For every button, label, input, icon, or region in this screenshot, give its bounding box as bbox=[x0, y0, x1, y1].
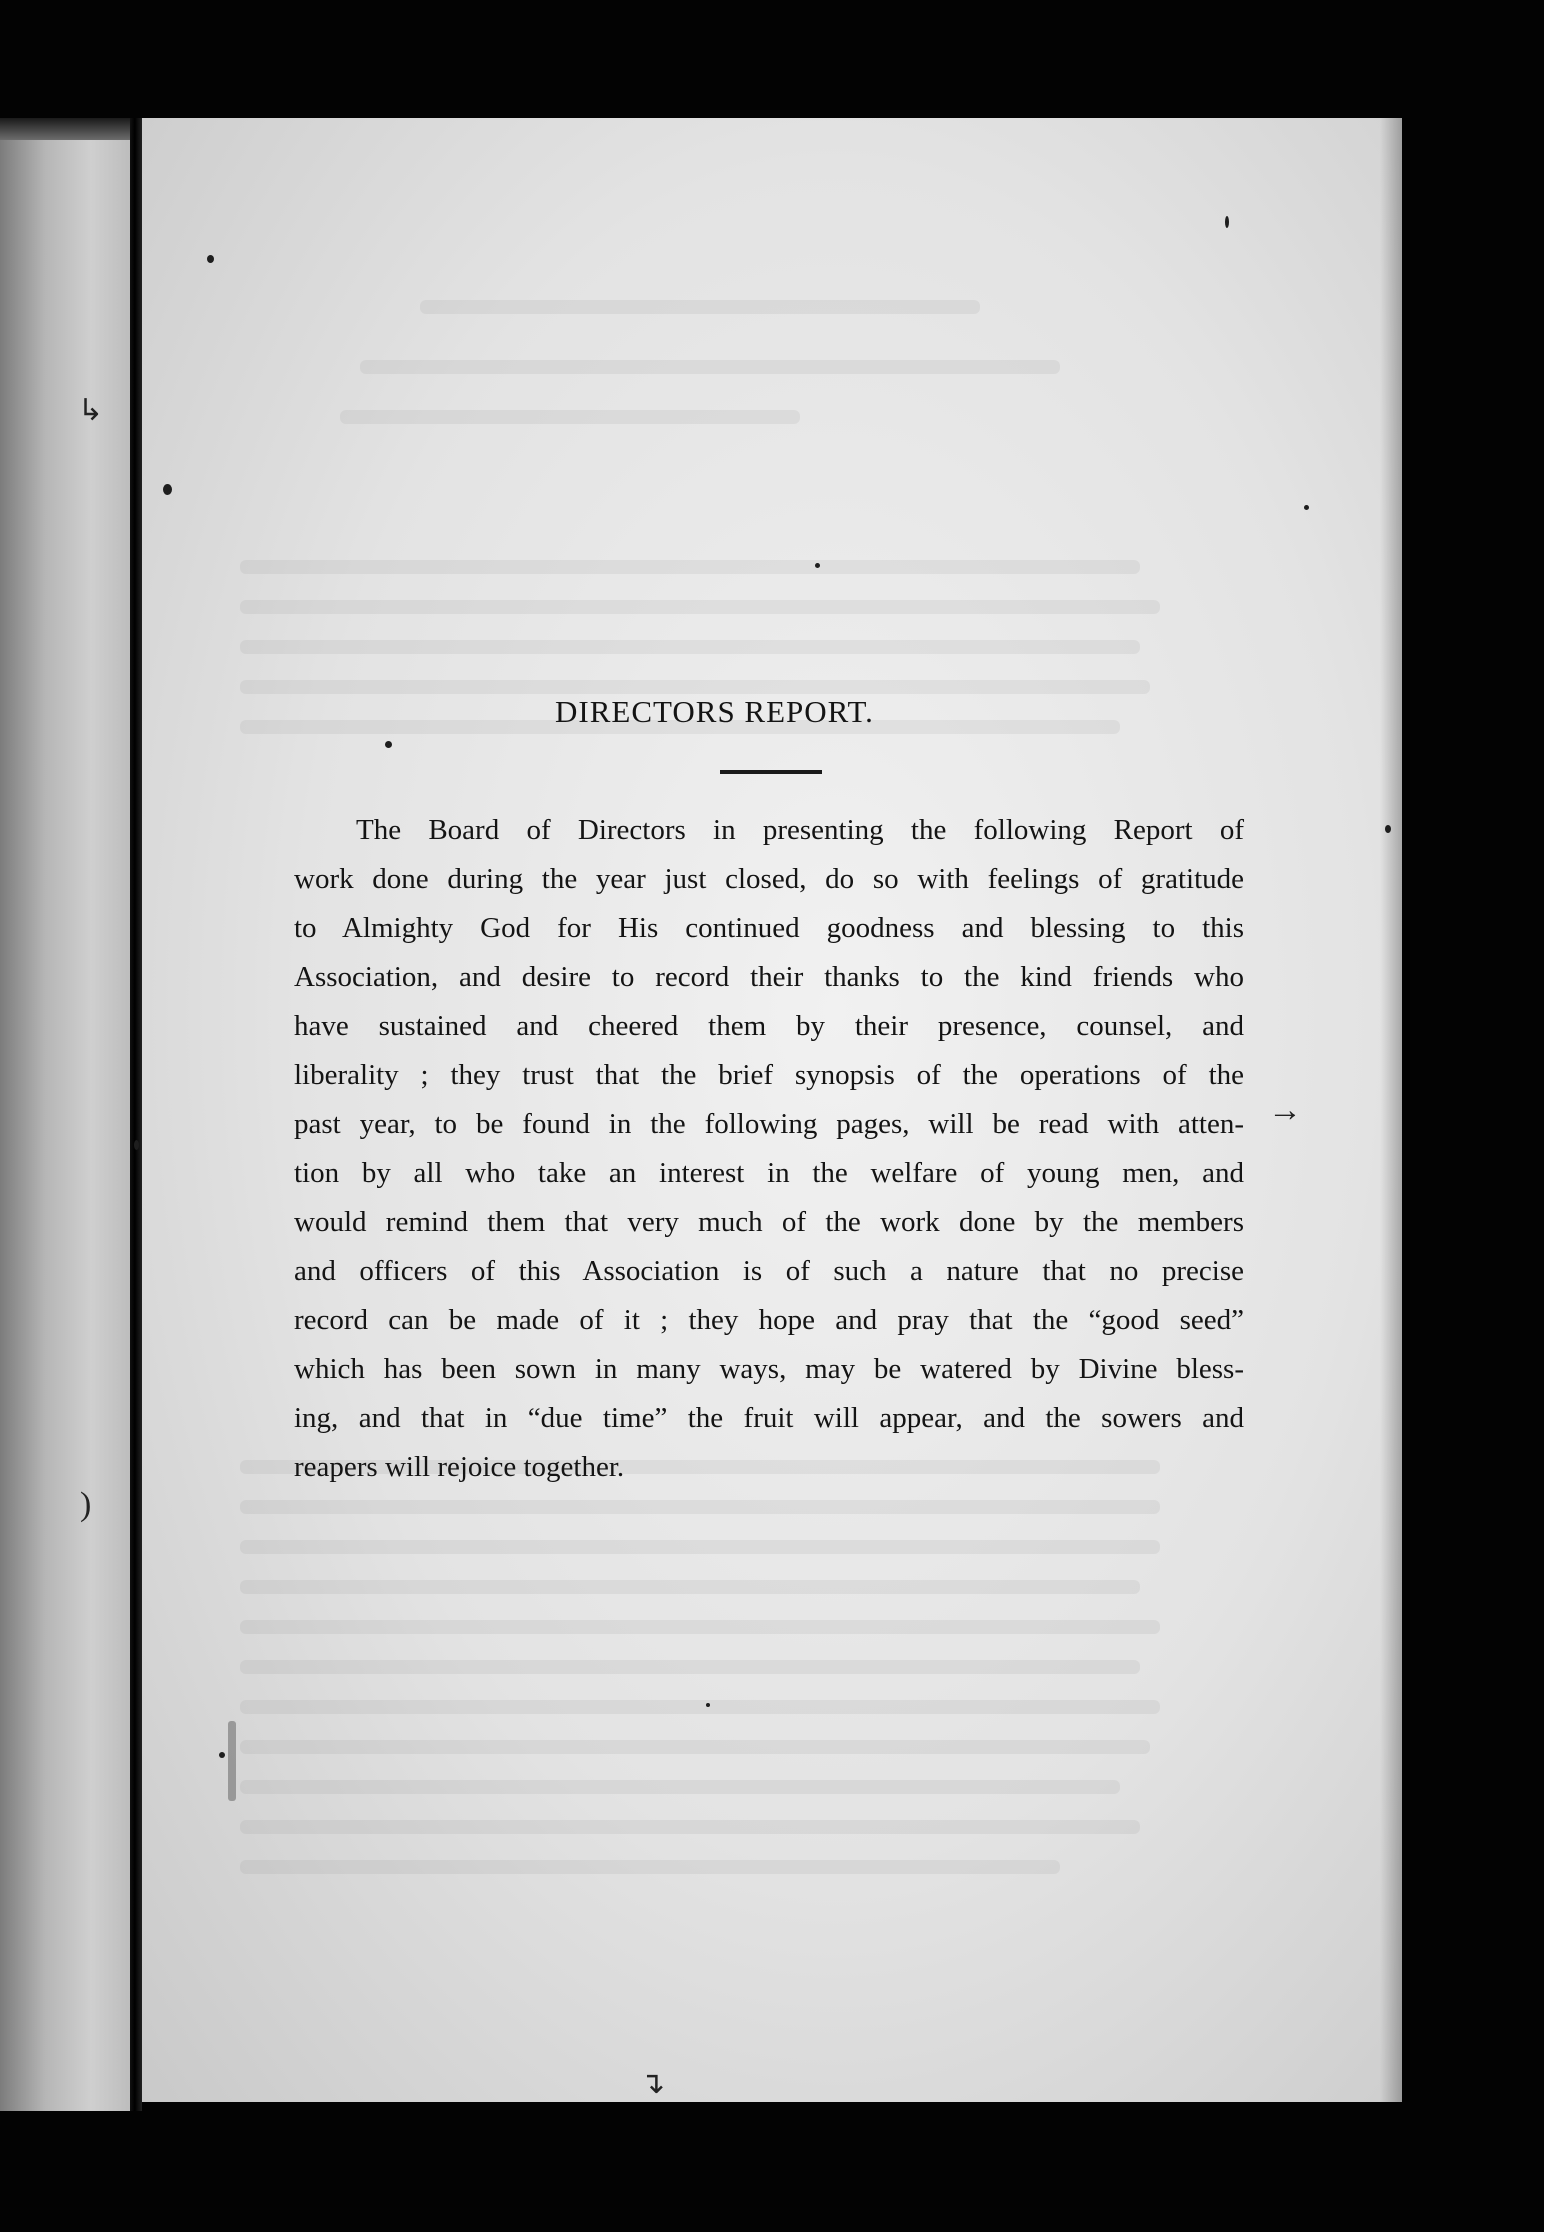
dust-speck bbox=[385, 741, 392, 748]
page-gutter bbox=[130, 118, 142, 2111]
paragraph-line: past year, to be found in the following pages, will be read with atten- bbox=[294, 1108, 1244, 1140]
heading-rule bbox=[720, 770, 822, 774]
paragraph-line: to Almighty God for His continued goodness and blessing to this bbox=[294, 912, 1244, 944]
left-page-top-shadow bbox=[0, 118, 130, 140]
paragraph-line: which has been sown in many ways, may be watered by Divine bless- bbox=[294, 1353, 1244, 1385]
report-paragraph bbox=[294, 806, 1244, 1492]
pencil-mark: → bbox=[1268, 1092, 1302, 1129]
dust-speck bbox=[219, 1752, 225, 1758]
smudge bbox=[228, 1721, 236, 1801]
pencil-mark: ↴ bbox=[640, 2067, 666, 2100]
dust-speck bbox=[134, 1140, 139, 1150]
paragraph-line: and officers of this Association is of such a nature that no precise bbox=[294, 1255, 1244, 1287]
dust-speck bbox=[207, 255, 214, 263]
paragraph-line: liberality ; they trust that the brief synopsis of the operations of the bbox=[294, 1059, 1244, 1091]
paragraph-line: tion by all who take an interest in the welfare of young men, and bbox=[294, 1157, 1244, 1189]
paragraph-line: The Board of Directors in presenting the following Report of bbox=[356, 814, 1244, 846]
paragraph-line: record can be made of it ; they hope and pray that the “good seed” bbox=[294, 1304, 1244, 1336]
paragraph-line: reapers will rejoice together. bbox=[294, 1451, 625, 1483]
dust-speck bbox=[163, 484, 172, 495]
pencil-mark: ) bbox=[80, 1486, 92, 1523]
dust-speck bbox=[1304, 505, 1309, 510]
paragraph-line: would remind them that very much of the work done by the members bbox=[294, 1206, 1244, 1238]
paragraph-line: have sustained and cheered them by their presence, counsel, and bbox=[294, 1010, 1244, 1042]
paragraph-line: Association, and desire to record their thanks to the kind friends who bbox=[294, 961, 1244, 993]
dust-speck bbox=[1385, 825, 1391, 833]
dust-speck bbox=[1225, 216, 1229, 228]
page-edge-shadow bbox=[1380, 118, 1410, 2102]
report-heading: DIRECTORS REPORT. bbox=[555, 694, 874, 729]
paragraph-line: ing, and that in “due time” the fruit will appear, and the sowers and bbox=[294, 1402, 1244, 1434]
left-page-edge bbox=[0, 118, 130, 2111]
dust-speck bbox=[815, 563, 820, 568]
paragraph-line: work done during the year just closed, do so with feelings of gratitude bbox=[294, 863, 1244, 895]
dust-speck bbox=[706, 1703, 710, 1707]
pencil-mark: ↳ bbox=[78, 394, 104, 427]
